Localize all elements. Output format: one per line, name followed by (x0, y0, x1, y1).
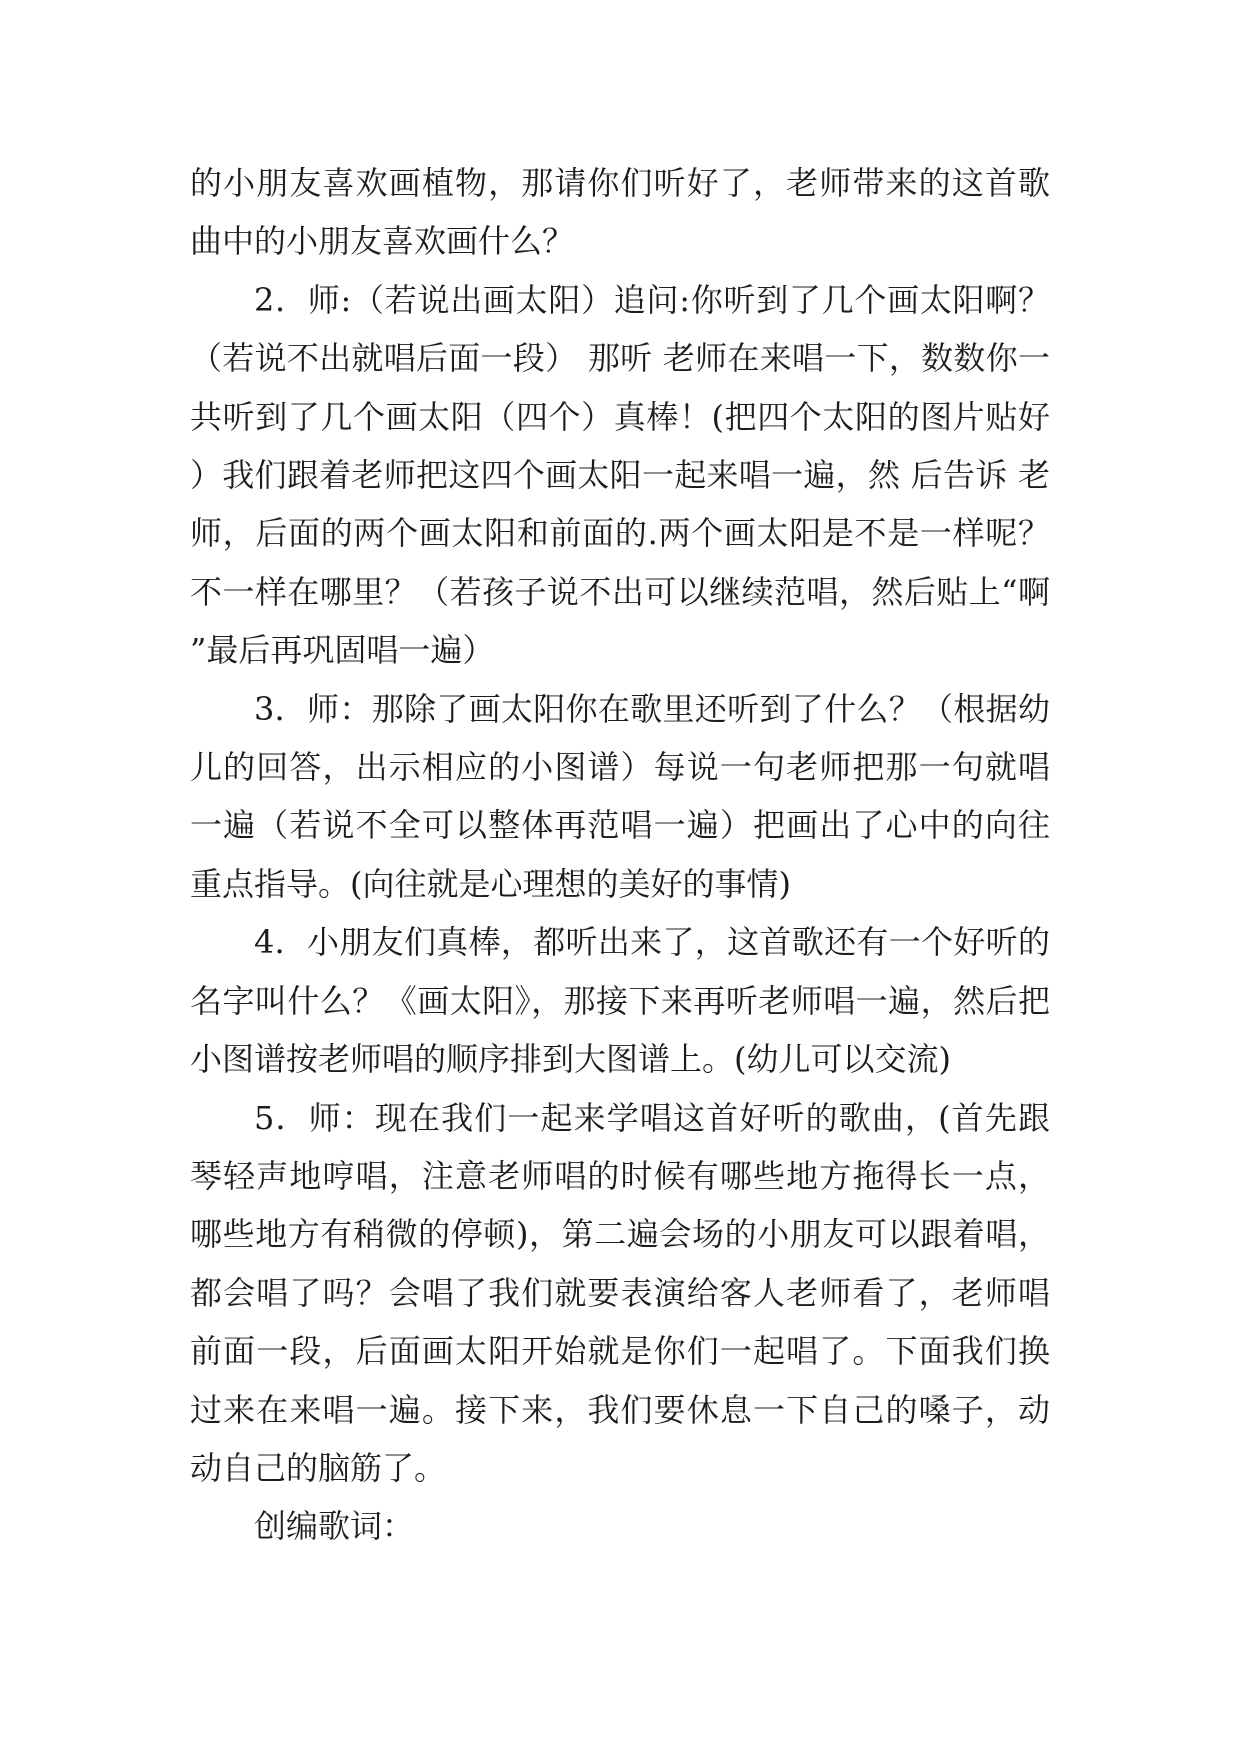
paragraph-step-2: 2．师:（若说出画太阳）追问:你听到了几个画太阳啊？（若说不出就唱后面一段） 那听 老师在来唱一下，数数你一共听到了几个画太阳（四个）真棒！(把四个太阳的图片贴好）我们跟着老师把这四个画太阳一起来唱一遍，然 后告诉 老师，后面的两个画太阳和前面的.两个画太阳是不是一样呢？不一样在哪里？（若孩子说不出可以继续范唱，然后贴上“啊”最后再巩固唱一遍） (190, 280, 1050, 670)
paragraph-step-3: 3．师：那除了画太阳你在歌里还听到了什么？（根据幼儿的回答，出示相应的小图谱）每说一句老师把那一句就唱一遍（若说不全可以整体再范唱一遍）把画出了心中的向往重点指导。(向往就是心理想的美好的事情) (190, 689, 1050, 903)
paragraph-continuation: 的小朋友喜欢画植物，那请你们听好了，老师带来的这首歌曲中的小朋友喜欢画什么？ (190, 164, 1050, 261)
paragraph-step-5: 5．师：现在我们一起来学唱这首好听的歌曲，(首先跟琴轻声地哼唱，注意老师唱的时候有哪些地方拖得长一点，哪些地方有稍微的停顿)，第二遍会场的小朋友可以跟着唱，都会唱了吗？会唱了我们就要表演给客人老师看了，老师唱前面一段，后面画太阳开始就是你们一起唱了。下面我们换过来在来唱一遍。接下来，我们要休息一下自己的嗓子，动动自己的脑筋了。 (190, 1098, 1050, 1487)
document-page (190, 154, 1050, 1556)
section-heading-lyrics: 创编歌词： (254, 1507, 415, 1546)
paragraph-step-4: 4．小朋友们真棒，都听出来了，这首歌还有一个好听的名字叫什么？《画太阳》，那接下来再听老师唱一遍，然后把小图谱按老师唱的顺序排到大图谱上。(幼儿可以交流) (190, 923, 1050, 1079)
